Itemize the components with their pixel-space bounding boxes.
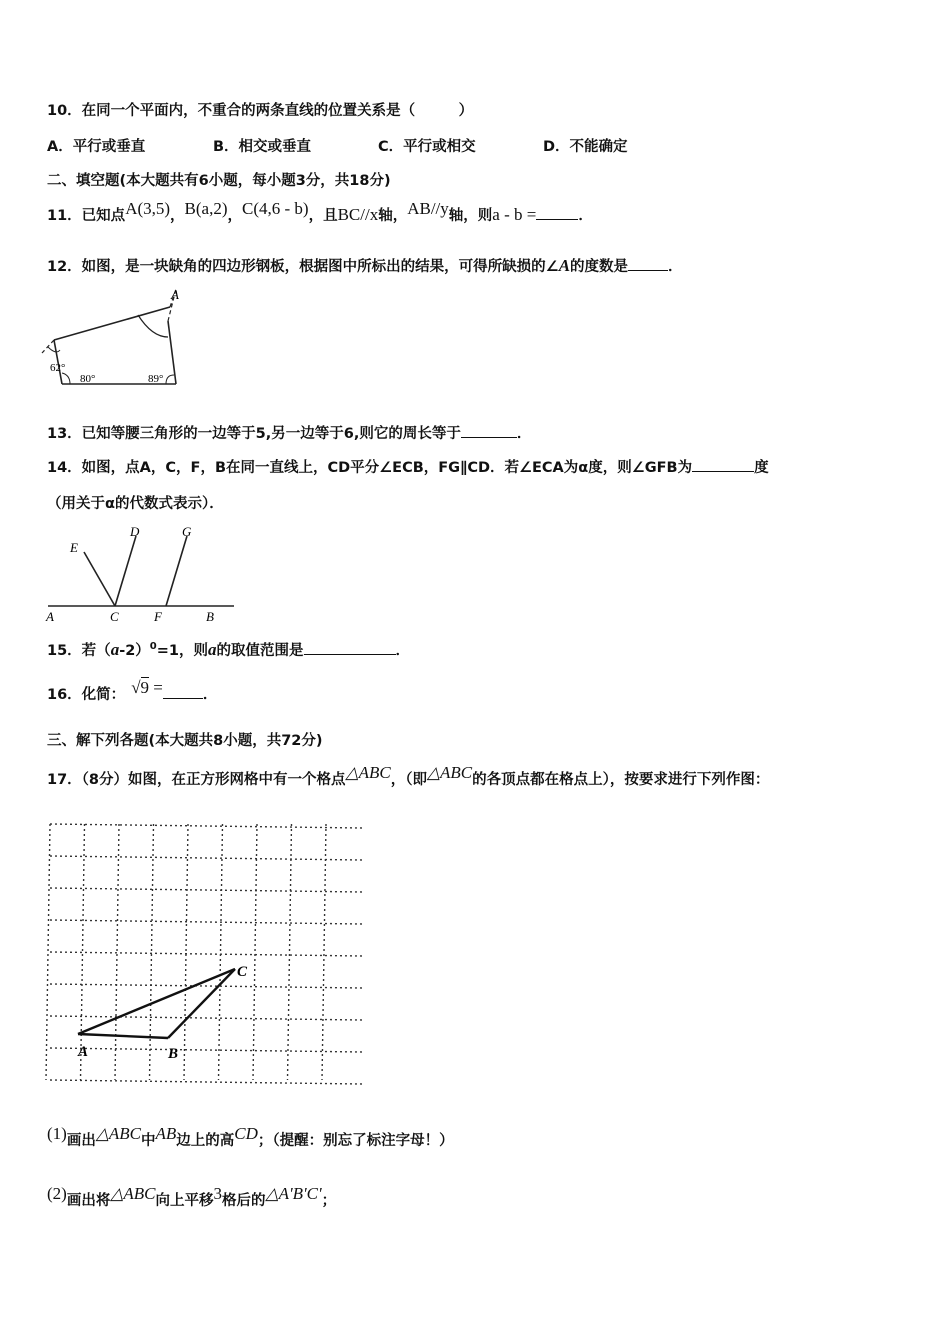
section-3-heading: 三、解下列各题(本大题共8小题，共72分) [47,733,323,749]
q12-label-a: A [171,287,179,302]
q10-option-c: C．平行或相交 [378,139,476,155]
q12-stem-after: 的度数是 [570,259,629,275]
q11-cond-ab: AB//y [407,199,449,218]
q12-angle-arc-3 [166,375,174,384]
q13: 13．已知等腰三角形的一边等于5,另一边等于6,则它的周长等于 ． [47,423,531,444]
q10-option-b: B．相交或垂直 [213,139,312,155]
grid-line-vertical [253,824,257,1080]
q14-ray-cd [115,536,136,606]
grid-line-horizontal [50,920,362,924]
q17-part-1-triangle: △ABC [95,1124,142,1143]
q14-label-c: C [110,609,119,624]
q17-side-ab [78,1034,168,1038]
grid-line-horizontal [50,1080,362,1084]
q17-part-1-text-1: 画出 [66,1133,96,1149]
q14-label-a: A [46,609,54,624]
q12-figure [40,285,200,400]
q16-equals: = [153,678,163,697]
q12-angle-62: 62° [50,362,66,374]
grid-line-vertical [184,824,188,1080]
q17-part-1-segment-ab: AB [155,1124,177,1143]
q17-side-bc [168,969,235,1038]
q17-part-2-text-2: 向上平移 [155,1193,214,1209]
q14-unit: 度 [754,460,769,476]
q14-ray-ce [84,552,115,606]
q17-part-1 [47,1124,454,1151]
q16-radicand: 9 [140,678,150,697]
q10-stem: 10．在同一个平面内，不重合的两条直线的位置关系是（ ） [47,103,474,119]
q11-point-c: C(4,6 - b) [242,199,309,218]
grid-line-horizontal [50,952,362,956]
q17-part-2-text-4: ； [321,1193,337,1209]
q14-label-e: E [70,540,78,555]
q16-sqrt: √9 = [131,678,163,697]
q15-suffix: =1，则 [156,642,209,659]
grid-line-vertical [46,824,50,1080]
q10-option-a: A．平行或垂直 [47,139,146,155]
q11-expression: a - b = [492,205,537,224]
q17-grid-figure [44,818,370,1086]
q16: 16．化简： √9 = ． [47,678,218,703]
q12-angle-80: 80° [80,373,96,385]
section-2-heading: 二、填空题(本大题共有6小题，每小题3分，共18分) [47,173,391,189]
q15-answer-blank [304,640,396,655]
q12-stem: 12．如图，是一块缺角的四边形钢板，根据图中所标出的结果，可得所缺损的∠A的度数是 ． [47,256,683,275]
q12-angle-var: A [558,256,571,275]
q17-part-1-text-2: 中 [141,1133,156,1149]
q15-var-a-2: a [208,639,217,659]
q11-cond-bc: BC//x [337,205,379,224]
grid-line-vertical [150,824,154,1080]
q12-cut-arc [138,315,168,337]
q17-part-2-triangle-prime: △A'B'C' [265,1184,322,1203]
grid-line-horizontal [50,856,362,860]
q17-stem [47,763,770,790]
q15-mid: -2） [119,642,150,659]
q17-part-1-text-4: ；（提醒：别忘了标注字母！） [257,1133,454,1149]
grid-line-vertical [288,824,292,1080]
q12-stem-before: 12．如图，是一块缺角的四边形钢板，根据图中所标出的结果，可得所缺损的∠ [47,259,559,275]
grid-line-vertical [115,824,119,1080]
q14-line-1 [47,457,769,478]
q12-answer-blank [628,256,668,271]
q17-part-2-number: (2) [47,1184,67,1203]
grid-line-horizontal [50,984,362,988]
q13-stem: 13．已知等腰三角形的一边等于5,另一边等于6,则它的周长等于 [47,426,461,442]
q17-grid [46,824,362,1084]
q17-label-c: C [237,964,248,980]
q17-label-b: B [168,1046,179,1062]
q15: 15．若$(a-2)^0=1$，则a的取值范围是 ． [47,639,411,659]
q14-label-f: F [154,609,162,624]
q10-option-d: D．不能确定 [543,139,628,155]
q12-edge-top [54,307,170,340]
q17-part-2-text-1: 画出将 [66,1193,111,1209]
q14-label-g: G [182,524,192,539]
grid-line-horizontal [50,1016,362,1020]
q15-tail: 的取值范围是 [216,642,304,659]
q11-axis-y: 轴，则 [448,208,493,224]
q17-prefix: 17．（8分）如图，在正方形网格中有一个格点 [47,772,346,788]
q17-part-1-number: (1) [47,1124,67,1143]
q15-prefix: 15．若（ [47,642,111,659]
q17-label-a: A [78,1044,89,1060]
q17-part-1-text-3: 边上的高 [176,1133,235,1149]
q17-triangle-2: △ABC [426,763,473,782]
q11-and: ，且 [308,208,338,224]
q14-label-b: B [206,609,214,624]
q11-point-a: A(3,5) [125,199,171,218]
q12-angle-arc-2 [62,373,70,384]
q12-edge-right [168,321,176,384]
q14-figure [42,520,242,628]
q11: 11．已知点A(3,5)，B(a,2)，C(4,6 - b)，且BC//x轴，AB//y轴，则a - b = ． [47,199,593,224]
q14-stem: 14．如图，点A，C，F，B在同一直线上，CD平分∠ECB，FG∥CD．若∠ECA为α度，则∠GFB为 [47,460,693,476]
q17-part-2-number-3: 3 [213,1184,223,1203]
q11-answer-blank [536,205,578,220]
q16-answer-blank [163,684,203,699]
q13-answer-blank [461,423,517,438]
q11-point-b: B(a,2) [184,199,228,218]
grid-line-vertical [219,824,223,1080]
q12-angle-arc-1 [48,347,60,352]
grid-line-horizontal [50,888,362,892]
q15-var-a: a [110,639,120,659]
q17-part-2-triangle: △ABC [110,1184,156,1203]
q11-axis-x: 轴， [378,208,408,224]
q17-suffix: 的各顶点都在格点上），按要求进行下列作图： [472,772,770,788]
q14-line-2: （用关于α的代数式表示）． [47,496,224,512]
grid-line-vertical [322,824,326,1080]
q15-exponent: 0 [149,641,157,652]
q17-part-1-segment-cd: CD [234,1124,258,1143]
grid-line-horizontal [50,1048,362,1052]
q16-prefix: 16．化简： [47,687,126,703]
q17-part-2 [47,1184,337,1211]
grid-line-horizontal [50,824,362,828]
q14-label-d: D [130,524,140,539]
q14-ray-fg [166,536,187,606]
q17-triangle: △ABC [345,763,391,782]
q17-part-2-text-3: 格后的 [222,1193,266,1209]
q14-answer-blank [692,457,754,472]
q17-side-ac [78,969,235,1034]
q12-angle-89: 89° [148,373,164,385]
q11-prefix: 11．已知点 [47,208,126,224]
q17-mid: ，（即 [390,772,427,788]
